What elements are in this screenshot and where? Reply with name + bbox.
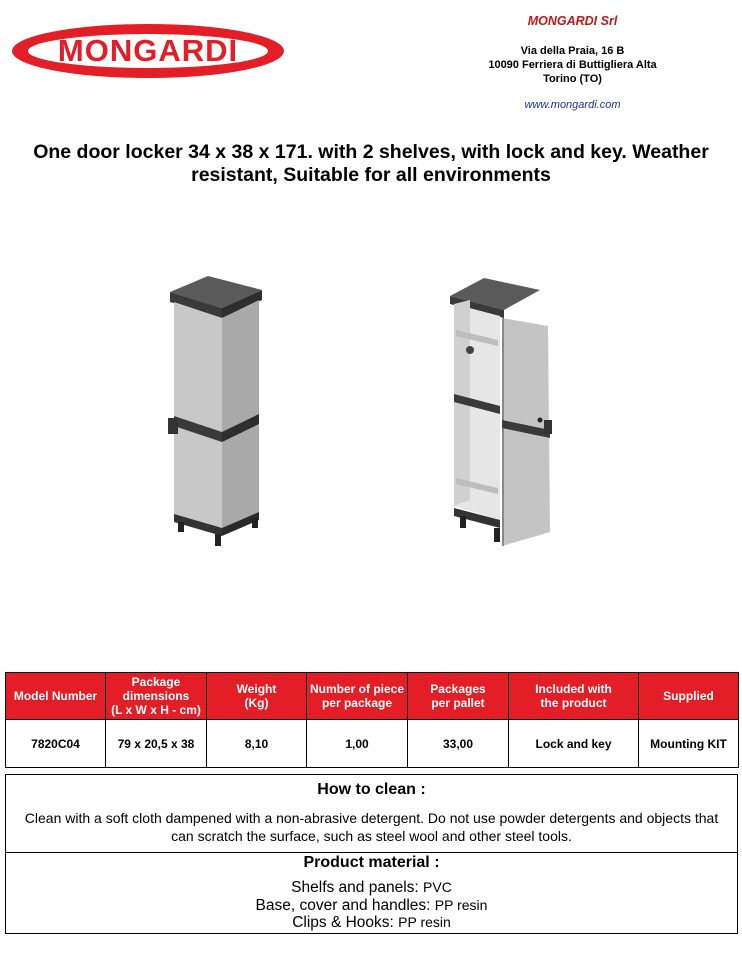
material-item: Shelfs and panels: PVC (291, 879, 452, 896)
cell-model-number: 7820C04 (6, 720, 106, 768)
header-weight: Weight (Kg) (207, 673, 307, 720)
svg-text:MONGARDI: MONGARDI (57, 33, 239, 68)
mongardi-logo (10, 22, 286, 80)
material-title: Product material : (303, 854, 440, 871)
cell-weight: 8,10 (207, 720, 307, 768)
header-package-dimensions: Package dimensions (L x W x H - cm) (106, 673, 207, 720)
header-pieces-per-package: Number of piece per package (307, 673, 408, 720)
cell-pieces: 1,00 (307, 720, 408, 768)
cleaning-text: Clean with a soft cloth dampened with a non-abrasive detergent. Do not use powder detergents and objects that can scratch the surface, such as steel wool and other steel tools. (24, 810, 719, 844)
address-line: 10090 Ferriera di Buttigliera Alta (488, 59, 657, 71)
cleaning-section (5, 774, 738, 853)
locker-closed-image (160, 270, 270, 565)
product-title: One door locker 34 x 38 x 171. with 2 shelves, with lock and key. Weather resistant, Suitable for all environments (33, 141, 709, 186)
cell-pallet: 33,00 (408, 720, 509, 768)
address-line: Torino (TO) (543, 73, 602, 85)
header-model-number: Model Number (6, 673, 106, 720)
header-supplied: Supplied (639, 673, 739, 720)
address-line: Via della Praia, 16 B (520, 45, 625, 57)
company-info (450, 14, 695, 111)
cleaning-title: How to clean : (317, 781, 426, 798)
header-packages-per-pallet: Packages per pallet (408, 673, 509, 720)
locker-open-image (440, 270, 565, 560)
material-item: Clips & Hooks: PP resin (292, 914, 451, 931)
material-item: Base, cover and handles: PP resin (255, 896, 488, 914)
website-link[interactable]: www.mongardi.com (524, 99, 621, 111)
material-section (5, 852, 738, 934)
table-row (6, 720, 739, 768)
header-included: Included with the product (509, 673, 639, 720)
cell-package-dimensions: 79 x 20,5 x 38 (106, 720, 207, 768)
cell-included: Lock and key (509, 720, 639, 768)
table-header-row (6, 673, 739, 720)
company-name: MONGARDI Srl (527, 14, 618, 28)
cell-supplied: Mounting KIT (639, 720, 739, 768)
specs-table (5, 672, 739, 768)
